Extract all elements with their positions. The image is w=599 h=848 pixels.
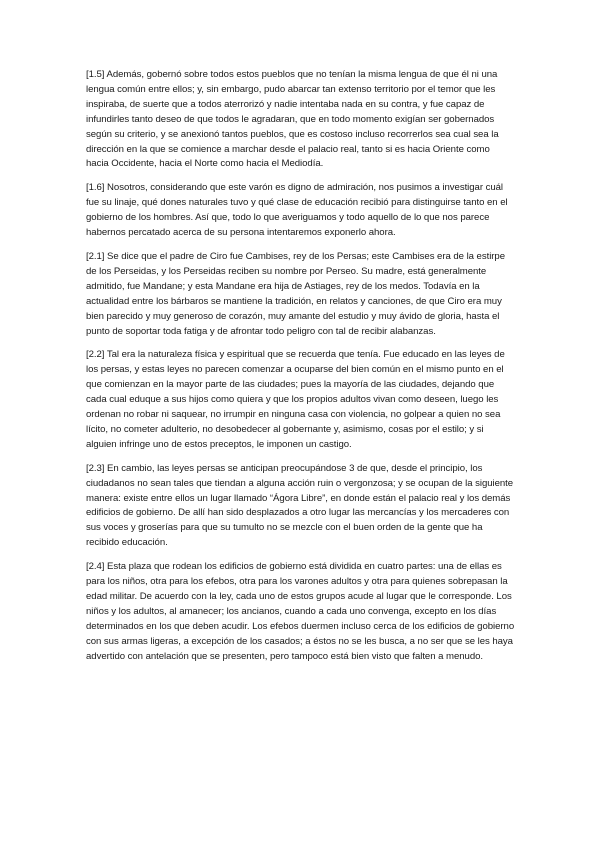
paragraph-text: En cambio, las leyes persas se anticipan preocupándose 3 de que, desde el principio, los ciudadanos no sean tales que tiendan a alguna acción ruin o vergonzosa; y se ocupan de la siguiente manera: existe entre ellos un lugar llamado “Ágora Libre”, en donde están el palacio real y los demás edificios de gobierno. De allí han sido desplazados a otro lugar las mercancías y los mercaderes con sus voces y groserías para que su tumulto no se mezcle con el buen orden de la gente que ha recibido educación.: [86, 462, 514, 549]
paragraph-2-2: [86, 348, 515, 452]
paragraph-2-1: [86, 250, 515, 339]
paragraph-text: Además, gobernó sobre todos estos pueblos que no tenían la misma lengua de que él ni una lengua común entre ellos; y, sin embargo, pudo abarcar tan extenso territorio por el temor que les inspiraba, de suerte que a todos aterrorizó y nadie intentaba nada en su contra, y fue capaz de infundirles tanto deseo de que todos le agradaran, que en todo momento exigían ser gobernados según su criterio, y se anexionó tantos pueblos, que es costoso incluso recorrerlos sea cual sea la dirección en la que se comience a marchar desde el palacio real, tanto si es hacia Oriente como hacia Occidente, hacia el Norte como hacia el Mediodía.: [86, 69, 499, 170]
paragraph-2-3: [86, 462, 515, 551]
document-body: [86, 68, 515, 674]
paragraph-text: Se dice que el padre de Ciro fue Cambises, rey de los Persas; este Cambises era de la estirpe de los Perseidas, y los Perseidas reciben su nombre por Perseo. Su madre, está generalmente admitido, fue Mandane; y esta Mandane era hija de Astiages, rey de los medos. Todavía en la actualidad entre los bárbaros se mantiene la tradición, en relatos y canciones, de que Ciro era muy bien parecido y muy generoso de corazón, muy amante del estudio y muy ávido de gloria, hasta el punto de soportar toda fatiga y de afrontar todo peligro con tal de recibir alabanzas.: [86, 250, 506, 337]
paragraph-text: Nosotros, considerando que este varón es digno de admiración, nos pusimos a investigar cuál fue su linaje, qué dones naturales tuvo y qué clase de educación recibió para distinguirse tanto en el gobierno de los hombres. Así que, todo lo que averiguamos y todo aquello de lo que nos parece habernos percatado acerca de su persona intentaremos exponerlo ahora.: [86, 182, 508, 239]
paragraph-ref: [1.6]: [86, 182, 105, 194]
paragraph-ref: [2.1]: [86, 250, 105, 262]
paragraph-text: Tal era la naturaleza física y espiritual que se recuerda que tenía. Fue educado en las leyes de los persas, y estas leyes no parecen comenzar a ocuparse del bien común en el mismo punto en el que comienzan en la mayor parte de las ciudades; pues la mayoría de las ciudades, dejando que cada cual eduque a sus hijos como quiera y que los propios adultos vivan como deseen, luego les ordenan no robar ni saquear, no irrumpir en ninguna casa con violencia, no golpear a quien no sea lícito, no cometer adulterio, no desobedecer al gobernante y, asimismo, cosas por el estilo; y si alguien infringe uno de estos preceptos, le imponen un castigo.: [86, 349, 505, 450]
paragraph-1-6: [86, 181, 515, 241]
paragraph-2-4: [86, 560, 515, 664]
paragraph-ref: [2.3]: [86, 462, 105, 474]
paragraph-text: Esta plaza que rodean los edificios de gobierno está dividida en cuatro partes: una de ellas es para los niños, otra para los efebos, otra para los varones adultos y otra para quienes sobrepasan la edad militar. De acuerdo con la ley, cada uno de estos grupos acude al lugar que le corresponde. Los niños y los adultos, al amanecer; los ancianos, cuando a cada uno convenga, excepto en los días determinados en los que deben acudir. Los efebos duermen incluso cerca de los edificios de gobierno con sus armas ligeras, a excepción de los casados; a éstos no se les busca, a no ser que se les haya advertido con antelación que se presenten, pero tampoco está bien visto que falten a menudo.: [86, 561, 515, 662]
paragraph-1-5: [86, 68, 515, 172]
paragraph-ref: [1.5]: [86, 69, 105, 80]
paragraph-ref: [2.4]: [86, 561, 105, 573]
paragraph-ref: [2.2]: [86, 349, 105, 361]
